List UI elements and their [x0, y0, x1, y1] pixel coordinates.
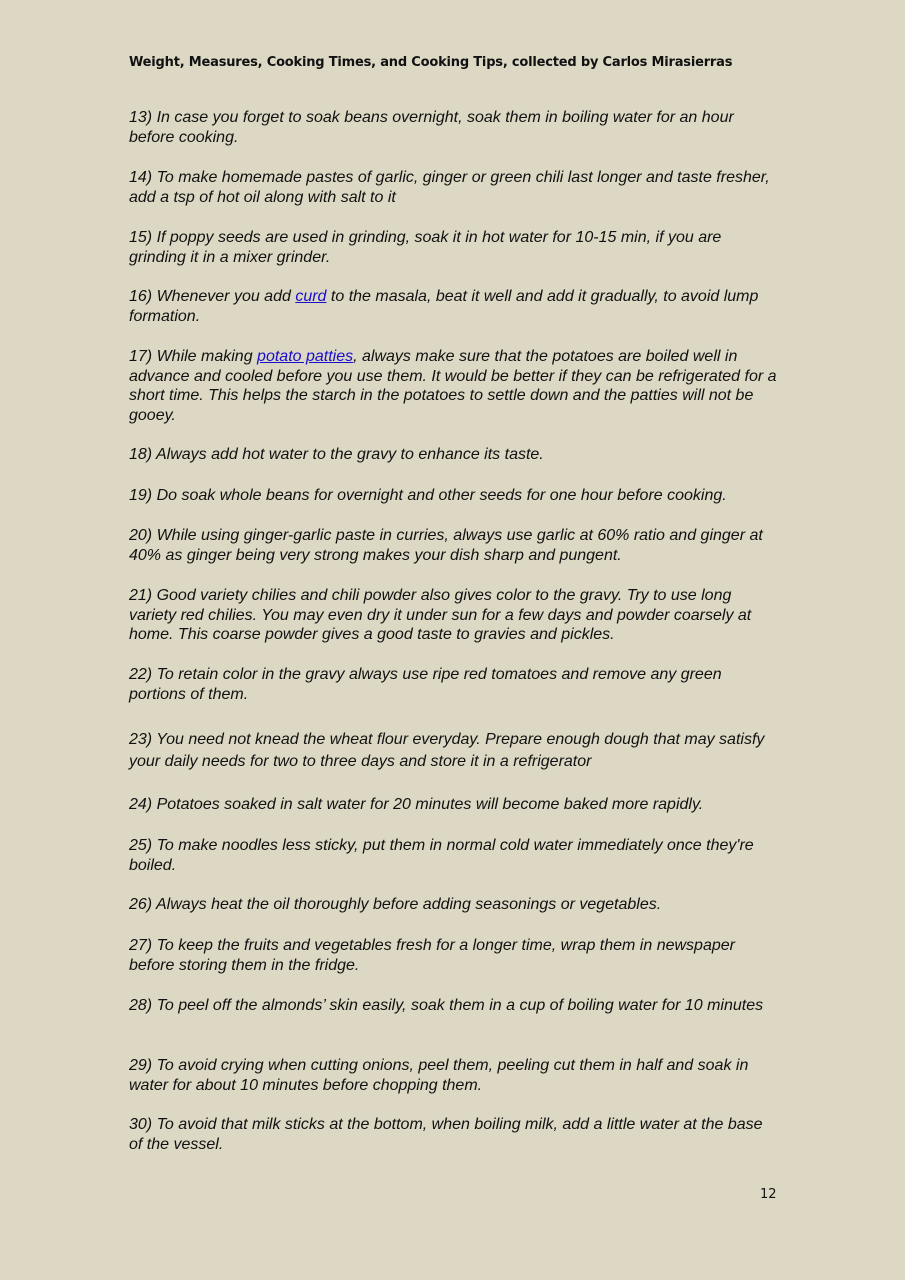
tip-17-text-after: , always make sure that the potatoes are boiled well in advance and cooled before you use them. It would be better if they can be refrigerated for a short time. This helps the starch in the potatoes to settle down and the patties will not be gooey.	[129, 348, 777, 424]
tip-13: 13) In case you forget to soak beans overnight, soak them in boiling water for an hour before cooking.	[129, 109, 734, 146]
tip-16	[129, 287, 779, 326]
curd-link[interactable]: curd	[295, 288, 327, 305]
tip-17-text-before: 17) While making	[129, 348, 258, 365]
tip-14: 14) To make homemade pastes of garlic, ginger or green chili last longer and taste fresher, add a tsp of hot oil along with salt to it	[129, 169, 770, 206]
tip-22: 22) To retain color in the gravy always use ripe red tomatoes and remove any green portions of them.	[129, 666, 722, 703]
tip-21: 21) Good variety chilies and chili powder also gives color to the gravy. Try to use long variety red chilies. You may even dry it under sun for a few days and powder coarsely at home. This coarse powder gives a good taste to gravies and pickles.	[129, 587, 752, 643]
tip-15: 15) If poppy seeds are used in grinding, soak it in hot water for 10-15 min, if you are grinding it in a mixer grinder.	[129, 229, 722, 266]
tip-30: 30) To avoid that milk sticks at the bottom, when boiling milk, add a little water at the base of the vessel.	[129, 1116, 763, 1153]
tip-17	[129, 347, 779, 425]
page-number: 12	[760, 1187, 777, 1202]
tip-29: 29) To avoid crying when cutting onions, peel them, peeling cut them in half and soak in water for about 10 minutes before chopping them.	[129, 1057, 749, 1094]
tip-26: 26) Always heat the oil thoroughly before adding seasonings or vegetables.	[129, 896, 662, 913]
tip-27: 27) To keep the fruits and vegetables fresh for a longer time, wrap them in newspaper before storing them in the fridge.	[129, 937, 735, 974]
tip-16-text-after: to the masala, beat it well and add it gradually, to avoid lump formation.	[129, 288, 759, 325]
tip-23: 23) You need not knead the wheat flour everyday. Prepare enough dough that may satisfy your daily needs for two to three days and store it in a refrigerator	[129, 731, 765, 770]
tip-18: 18) Always add hot water to the gravy to enhance its taste.	[129, 446, 544, 463]
tip-28: 28) To peel off the almonds’ skin easily, soak them in a cup of boiling water for 10 minutes	[129, 997, 764, 1014]
tip-24: 24) Potatoes soaked in salt water for 20 minutes will become baked more rapidly.	[129, 796, 704, 813]
tip-19: 19) Do soak whole beans for overnight and other seeds for one hour before cooking.	[129, 487, 727, 504]
tip-16-text-before: 16) Whenever you add	[129, 288, 296, 305]
tip-25: 25) To make noodles less sticky, put them in normal cold water immediately once they're boiled.	[129, 837, 754, 874]
page-header: Weight, Measures, Cooking Times, and Cooking Tips, collected by Carlos Mirasierras	[129, 55, 733, 70]
potato-patties-link[interactable]: potato patties	[257, 348, 354, 365]
tip-20: 20) While using ginger-garlic paste in curries, always use garlic at 60% ratio and ginger at 40% as ginger being very strong makes your dish sharp and pungent.	[129, 527, 763, 564]
